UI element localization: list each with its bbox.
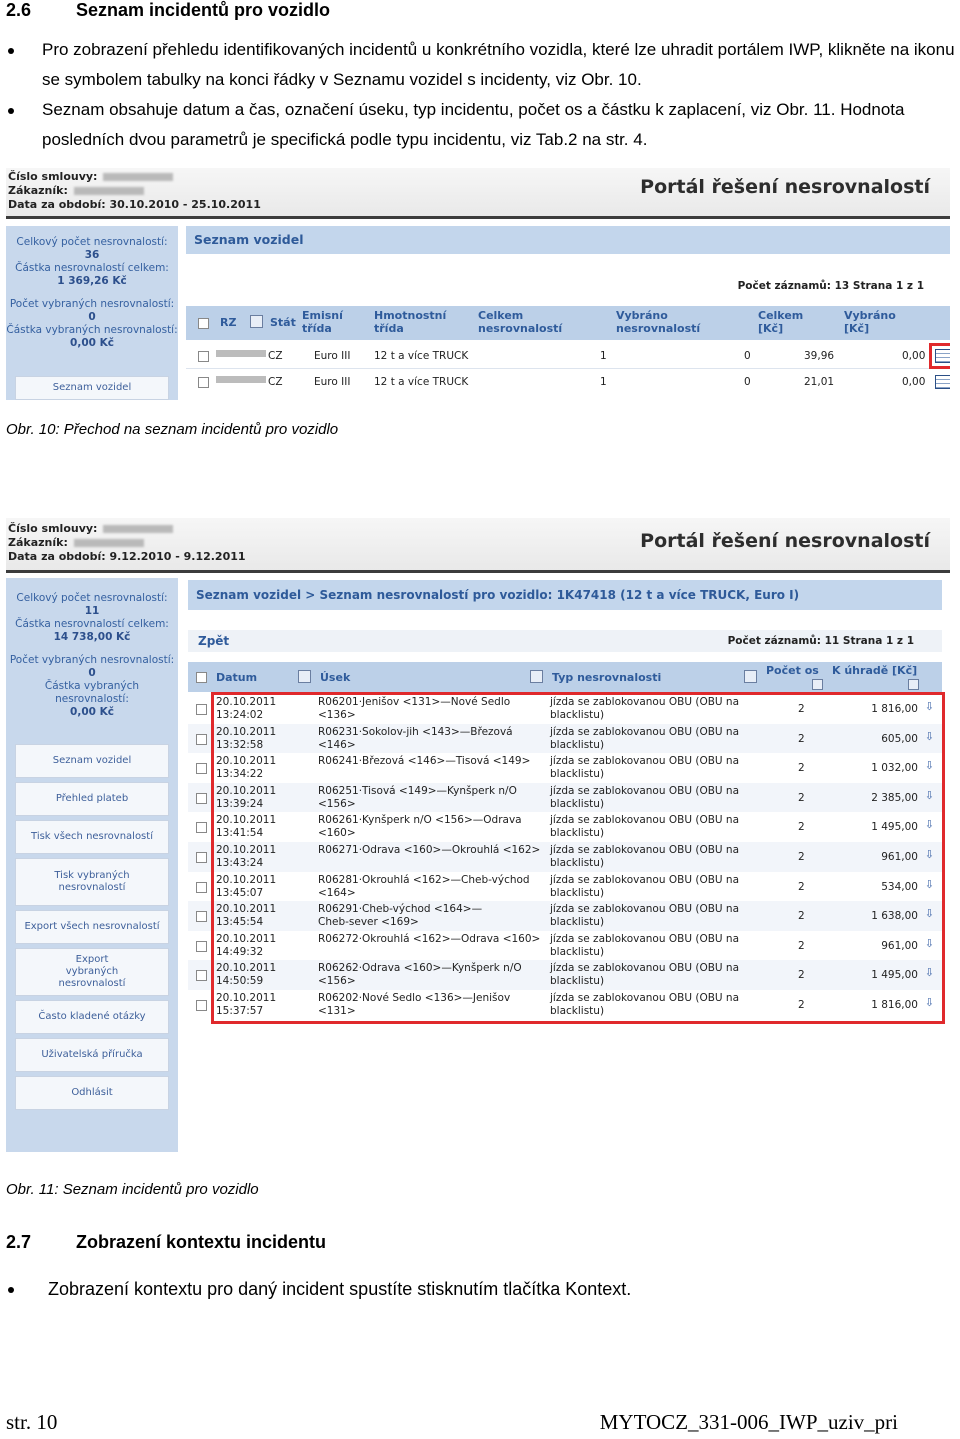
cell-section-cont: <156> <box>318 797 356 810</box>
customer-meta: Číslo smlouvy: Zákazník: Data za období: 9.12.2010 - 9.12.2011 <box>8 522 246 563</box>
bullet-item: Seznam obsahuje datum a čas, označení úseku, typ incidentu, počet os a částku k zaplacení, viz Obr. 11. Hodnota posledních dvou parametrů je specifická podle typu incidentu, viz Tab.2 na str. 4. <box>0 95 955 155</box>
cell-date: 20.10.2011 <box>216 725 277 738</box>
cell-section-cont: <156> <box>318 975 356 988</box>
row-checkbox[interactable] <box>196 704 207 715</box>
payments-overview-button[interactable]: Přehled plateb <box>15 782 169 816</box>
cell-date: 20.10.2011 <box>216 844 277 856</box>
cell-time: 13:34:22 <box>216 768 264 781</box>
cell-amount: 1 495,00 <box>871 969 918 982</box>
vehicle-list-button[interactable]: Seznam vozidel <box>15 744 169 778</box>
cell-amount: 1 816,00 <box>871 999 918 1011</box>
vehicle-list-button[interactable]: Seznam vozidel <box>15 376 169 400</box>
cell-section-cont: <164> <box>318 886 356 899</box>
cell-total: 1 <box>600 376 607 388</box>
col-section[interactable]: Úsek <box>320 671 351 684</box>
incident-table-icon[interactable] <box>935 375 950 389</box>
download-arrow-icon[interactable]: ⇩ <box>924 700 934 713</box>
logout-button[interactable]: Odhlásit <box>15 1076 169 1110</box>
download-arrow-icon[interactable]: ⇩ <box>924 966 934 980</box>
highlight-box <box>211 692 945 1024</box>
plate-blurred <box>216 350 266 357</box>
cell-total: 1 <box>600 350 607 362</box>
cell-amount: 534,00 <box>881 880 918 893</box>
faq-button[interactable]: Často kladené otázky <box>15 1000 169 1034</box>
cell-section: R06241·Březová <146>—Tisová <149> <box>318 755 531 768</box>
header-bar <box>6 518 950 573</box>
bullet-list-2-7 <box>0 1274 955 1304</box>
breadcrumb: Seznam vozidel <box>186 226 950 254</box>
cell-section: R06291·Cheb-východ <164>— <box>318 903 483 916</box>
row-checkbox[interactable] <box>196 822 207 833</box>
cell-selected-czk: 0,00 <box>902 376 926 388</box>
figure-11-screenshot <box>6 518 950 1152</box>
sort-icon[interactable] <box>744 670 757 683</box>
portal-title: Portál řešení nesrovnalostí <box>640 530 930 552</box>
download-arrow-icon[interactable]: ⇩ <box>924 818 934 832</box>
col-weight[interactable]: Hmotnostní třída <box>374 309 447 335</box>
total-count: Celkový počet nesrovnalostí: 11 <box>16 592 168 617</box>
cell-selected: 0 <box>744 376 751 388</box>
main-content <box>186 226 950 400</box>
cell-axles: 2 <box>798 939 805 952</box>
cell-date: 20.10.2011 <box>216 903 277 916</box>
download-arrow-icon[interactable]: ⇩ <box>924 936 934 950</box>
figure-10-caption: Obr. 10: Přechod na seznam incidentů pro vozidlo <box>6 421 339 438</box>
cell-incident-type-cont: blacklistu) <box>550 916 605 929</box>
cell-section: R06202·Nové Sedlo <136>—Jenišov <box>318 992 511 1004</box>
sort-icon[interactable] <box>812 679 823 690</box>
cell-incident-type: jízda se zablokovanou OBU (OBU na <box>550 932 740 945</box>
cell-incident-type-cont: blacklistu) <box>550 886 605 899</box>
row-checkbox[interactable] <box>198 377 209 388</box>
cell-total-czk: 21,01 <box>804 376 835 388</box>
cell-date: 20.10.2011 <box>216 992 277 1004</box>
cell-section: R06261·Kynšperk n/O <156>—Odrava <box>318 814 522 827</box>
cell-total-czk: 39,96 <box>804 350 835 362</box>
cell-time: 13:24:02 <box>216 709 264 721</box>
total-count: Celkový počet nesrovnalostí: 36 <box>16 236 168 261</box>
sort-icon[interactable] <box>908 679 919 690</box>
cell-incident-type-cont: blacklistu) <box>550 797 605 810</box>
col-rz[interactable]: RZ <box>220 316 237 329</box>
cell-axles: 2 <box>798 969 805 982</box>
col-total-incidents[interactable]: Celkem nesrovnalostí <box>478 309 563 335</box>
records-info: Počet záznamů: 13 Strana 1 z 1 <box>737 280 924 292</box>
row-checkbox[interactable] <box>196 882 207 893</box>
export-selected-button[interactable]: Export vybraných nesrovnalostí <box>15 948 169 996</box>
cell-state: CZ <box>268 350 283 362</box>
row-checkbox[interactable] <box>196 911 207 922</box>
cell-axles: 2 <box>798 703 805 715</box>
section-heading-2-7 <box>0 1232 960 1256</box>
cell-emission: Euro III <box>314 350 351 362</box>
download-arrow-icon[interactable]: ⇩ <box>924 877 934 891</box>
cell-axles: 2 <box>798 999 805 1011</box>
cell-axles: 2 <box>798 880 805 893</box>
cell-date: 20.10.2011 <box>216 755 277 768</box>
row-checkbox[interactable] <box>196 1000 207 1011</box>
row-checkbox[interactable] <box>196 970 207 981</box>
col-amount[interactable]: K úhradě [Kč] <box>832 664 918 677</box>
cell-date: 20.10.2011 <box>216 962 277 975</box>
cell-incident-type: jízda se zablokovanou OBU (OBU na <box>550 784 740 797</box>
cell-section: R06271·Odrava <160>—Okrouhlá <162> <box>318 844 541 856</box>
col-incident-type[interactable]: Typ nesrovnalosti <box>552 671 662 684</box>
cell-incident-type-cont: blacklistu) <box>550 827 605 840</box>
main-content <box>188 578 942 1152</box>
bullet-list-2-6 <box>0 35 955 155</box>
select-all-checkbox[interactable] <box>196 672 207 683</box>
cell-section: R06272·Okrouhlá <162>—Odrava <160> <box>318 932 541 945</box>
download-arrow-icon[interactable]: ⇩ <box>924 996 934 1009</box>
cell-section-cont: <131> <box>318 1005 356 1017</box>
download-arrow-icon[interactable]: ⇩ <box>924 907 934 921</box>
cell-time: 13:32:58 <box>216 738 264 751</box>
page-number: str. 10 <box>6 1410 58 1434</box>
cell-selected-czk: 0,00 <box>902 350 926 362</box>
col-state[interactable]: Stát <box>270 316 296 329</box>
cell-incident-type: jízda se zablokovanou OBU (OBU na <box>550 903 740 916</box>
selected-amount: Částka vybraných nesrovnalostí: 0,00 Kč <box>44 680 140 718</box>
select-all-checkbox[interactable] <box>198 318 209 329</box>
selected-amount: Částka vybraných nesrovnalostí: 0,00 Kč <box>6 324 178 349</box>
row-checkbox[interactable] <box>196 941 207 952</box>
cell-time: 15:37:57 <box>216 1005 264 1017</box>
table-header <box>186 306 950 340</box>
cell-axles: 2 <box>798 851 805 863</box>
figure-11-caption: Obr. 11: Seznam incidentů pro vozidlo <box>6 1181 259 1198</box>
cell-time: 13:45:54 <box>216 916 264 929</box>
back-button[interactable]: Zpět <box>198 634 230 648</box>
cell-section: R06201·Jenišov <131>—Nové Sedlo <box>318 696 511 708</box>
section-number: 2.7 <box>6 1232 32 1252</box>
highlight-box <box>929 343 950 369</box>
col-axles[interactable]: Počet os <box>766 664 819 677</box>
cell-section: R06251·Tisová <149>—Kynšperk n/O <box>318 784 517 797</box>
cell-incident-type-cont: blacklistu) <box>550 857 605 869</box>
figure-10-screenshot <box>6 168 950 400</box>
row-checkbox[interactable] <box>196 852 207 863</box>
col-selected-incidents[interactable]: Vybráno nesrovnalostí <box>616 309 701 335</box>
export-all-button[interactable]: Export všech nesrovnalostí <box>15 910 169 944</box>
selected-count: Počet vybraných nesrovnalostí: 0 <box>9 654 175 679</box>
cell-amount: 1 816,00 <box>871 703 918 715</box>
bullet-item: Pro zobrazení přehledu identifikovaných incidentů u konkrétního vozidla, které lze uhradit portálem IWP, klikněte na ikonu se symbolem tabulky na konci řádky v Seznamu vozidel s incidenty, viz Obr. 10. <box>0 35 955 95</box>
toolbar <box>188 630 942 652</box>
cell-date: 20.10.2011 <box>216 784 277 797</box>
records-info: Počet záznamů: 11 Strana 1 z 1 <box>727 635 914 647</box>
cell-time: 13:45:07 <box>216 886 264 899</box>
cell-incident-type: jízda se zablokovanou OBU (OBU na <box>550 755 740 768</box>
cell-section-cont: <136> <box>318 709 356 721</box>
cell-incident-type-cont: blacklistu) <box>550 975 605 988</box>
cell-date: 20.10.2011 <box>216 932 277 945</box>
section-number: 2.6 <box>6 0 32 20</box>
download-arrow-icon[interactable]: ⇩ <box>924 848 934 861</box>
row-checkbox[interactable] <box>196 763 207 774</box>
cell-incident-type: jízda se zablokovanou OBU (OBU na <box>550 992 740 1004</box>
cell-section: R06231·Sokolov-jih <143>—Březová <box>318 725 513 738</box>
cell-incident-type: jízda se zablokovanou OBU (OBU na <box>550 814 740 827</box>
cell-axles: 2 <box>798 821 805 834</box>
cell-incident-type: jízda se zablokovanou OBU (OBU na <box>550 696 740 708</box>
cell-incident-type-cont: blacklistu) <box>550 945 605 958</box>
download-arrow-icon[interactable]: ⇩ <box>924 759 934 773</box>
cell-section: R06262·Odrava <160>—Kynšperk n/O <box>318 962 522 975</box>
col-selected-czk[interactable]: Vybráno [Kč] <box>844 309 896 335</box>
cell-amount: 1 495,00 <box>871 821 918 834</box>
cell-incident-type: jízda se zablokovanou OBU (OBU na <box>550 844 740 856</box>
cell-amount: 961,00 <box>881 939 918 952</box>
cell-incident-type-cont: blacklistu) <box>550 709 605 721</box>
row-checkbox[interactable] <box>196 793 207 804</box>
cell-axles: 2 <box>798 732 805 745</box>
table-row <box>186 344 950 369</box>
cell-incident-type-cont: blacklistu) <box>550 1005 605 1017</box>
total-amount: Částka nesrovnalostí celkem: 14 738,00 Kč <box>15 618 169 643</box>
sort-icon[interactable] <box>298 670 311 683</box>
cell-selected: 0 <box>744 350 751 362</box>
cell-section-cont: <160> <box>318 827 356 840</box>
download-arrow-icon[interactable]: ⇩ <box>924 788 934 802</box>
sort-icon[interactable] <box>250 315 263 328</box>
table-header <box>188 662 942 692</box>
selected-count: Počet vybraných nesrovnalostí: 0 <box>9 298 175 323</box>
section-title: Seznam incidentů pro vozidlo <box>76 0 331 20</box>
row-checkbox[interactable] <box>196 734 207 745</box>
cell-incident-type: jízda se zablokovanou OBU (OBU na <box>550 873 740 886</box>
cell-date: 20.10.2011 <box>216 873 277 886</box>
cell-weight: 12 t a více TRUCK <box>374 376 469 388</box>
cell-incident-type: jízda se zablokovanou OBU (OBU na <box>550 962 740 975</box>
cell-section-cont: <146> <box>318 738 356 751</box>
table-row <box>186 370 950 394</box>
cell-amount: 2 385,00 <box>871 791 918 804</box>
cell-axles: 2 <box>798 762 805 775</box>
portal-title: Portál řešení nesrovnalostí <box>640 176 930 198</box>
cell-amount: 1 032,00 <box>871 762 918 775</box>
cell-date: 20.10.2011 <box>216 696 277 708</box>
document-id: MYTOCZ_331-006_IWP_uziv_pri <box>599 1410 898 1434</box>
col-total-czk[interactable]: Celkem [Kč] <box>758 309 804 335</box>
cell-time: 14:50:59 <box>216 975 264 988</box>
cell-time: 13:39:24 <box>216 797 264 810</box>
cell-date: 20.10.2011 <box>216 814 277 827</box>
cell-section-cont: Cheb-sever <169> <box>318 916 419 929</box>
row-checkbox[interactable] <box>198 351 209 362</box>
plate-blurred <box>216 376 266 383</box>
section-heading-2-6 <box>0 0 960 24</box>
sort-icon[interactable] <box>530 670 543 683</box>
cell-incident-type: jízda se zablokovanou OBU (OBU na <box>550 725 740 738</box>
cell-axles: 2 <box>798 791 805 804</box>
cell-time: 14:49:32 <box>216 945 264 958</box>
cell-axles: 2 <box>798 910 805 923</box>
cell-weight: 12 t a více TRUCK <box>374 350 469 362</box>
breadcrumb: Seznam vozidel > Seznam nesrovnalostí pro vozidlo: 1K47418 (12 t a více TRUCK, Euro I) <box>188 580 942 610</box>
cell-state: CZ <box>268 376 283 388</box>
cell-incident-type-cont: blacklistu) <box>550 738 605 751</box>
print-all-button[interactable]: Tisk všech nesrovnalostí <box>15 820 169 854</box>
sidebar <box>6 226 178 400</box>
print-selected-button[interactable]: Tisk vybraných nesrovnalostí <box>15 858 169 906</box>
col-date[interactable]: Datum <box>216 671 258 684</box>
user-manual-button[interactable]: Uživatelská příručka <box>15 1038 169 1072</box>
cell-amount: 605,00 <box>881 732 918 745</box>
customer-meta: Číslo smlouvy: Zákazník: Data za období: 30.10.2010 - 25.10.2011 <box>8 170 261 211</box>
col-emission[interactable]: Emisní třída <box>302 309 343 335</box>
cell-incident-type-cont: blacklistu) <box>550 768 605 781</box>
header-bar <box>6 168 950 219</box>
cell-time: 13:41:54 <box>216 827 264 840</box>
download-arrow-icon[interactable]: ⇩ <box>924 729 934 743</box>
bullet-item: Zobrazení kontextu pro daný incident spustíte stisknutím tlačítka Kontext. <box>0 1274 955 1304</box>
cell-amount: 961,00 <box>881 851 918 863</box>
sidebar <box>6 578 178 1152</box>
section-title: Zobrazení kontextu incidentu <box>76 1232 327 1252</box>
cell-amount: 1 638,00 <box>871 910 918 923</box>
cell-section: R06281·Okrouhlá <162>—Cheb-východ <box>318 873 530 886</box>
cell-emission: Euro III <box>314 376 351 388</box>
total-amount: Částka nesrovnalostí celkem: 1 369,26 Kč <box>15 262 169 287</box>
cell-time: 13:43:24 <box>216 857 264 869</box>
